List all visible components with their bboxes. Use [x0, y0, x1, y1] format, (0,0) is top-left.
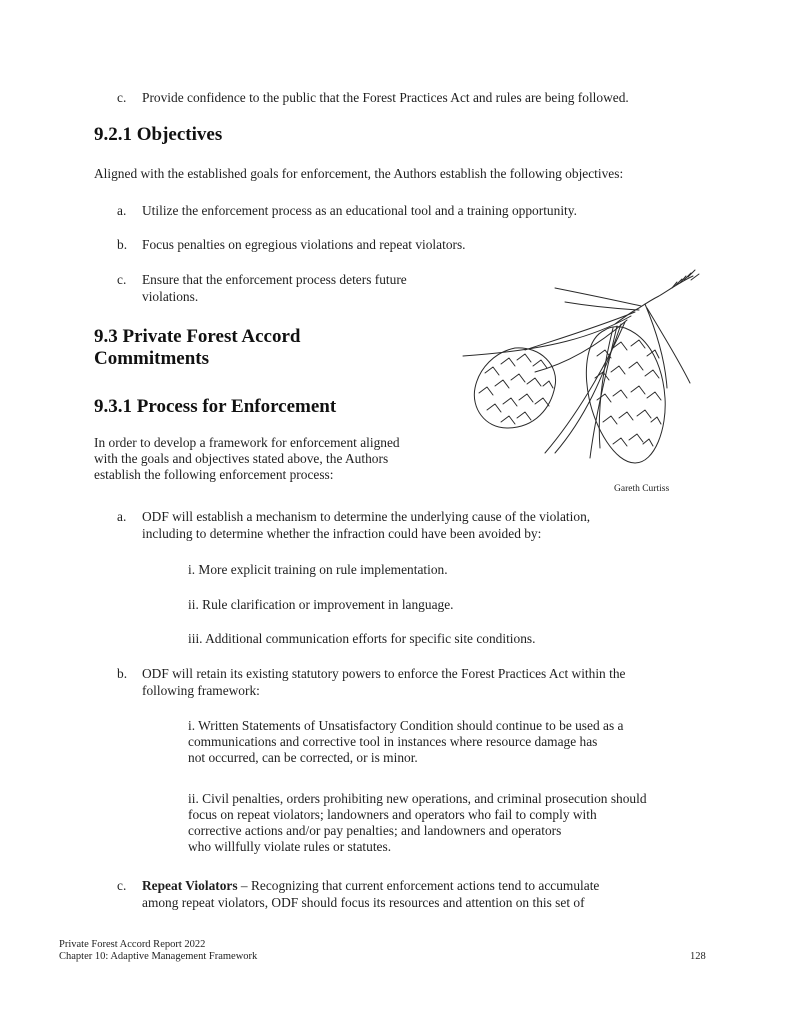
list-item-text: ODF will establish a mechanism to determine the underlying cause of the violation,	[142, 509, 591, 524]
list-marker: a.	[117, 509, 127, 524]
list-item-text: ODF will retain its existing statutory powers to enforce the Forest Practices Act within the	[142, 666, 626, 681]
list-item-text: Provide confidence to the public that the Forest Practices Act and rules are being followed.	[142, 90, 629, 105]
list-item-text-rest: – Recognizing that current enforcement actions tend to accumulate	[237, 878, 600, 893]
bold-lead: Repeat Violators	[142, 878, 238, 893]
list-marker: c.	[117, 272, 127, 287]
list-item-text: violations.	[142, 289, 199, 304]
list-marker: c.	[117, 878, 127, 893]
section-intro: In order to develop a framework for enforcement aligned	[94, 435, 400, 450]
sub-list-item: ii. Civil penalties, orders prohibiting new operations, and criminal prosecution should	[188, 791, 647, 806]
section-heading-9-3-1: 9.3.1 Process for Enforcement	[94, 396, 337, 417]
sub-list-item: communications and corrective tool in instances where resource damage has	[188, 734, 598, 749]
sub-list-item: corrective actions and/or pay penalties; and landowners and operators	[188, 823, 562, 838]
sub-list-item: ii. Rule clarification or improvement in language.	[188, 597, 454, 612]
sub-list-item: i. Written Statements of Unsatisfactory Condition should continue to be used as a	[188, 718, 624, 733]
section-heading-9-3: 9.3 Private Forest Accord	[94, 326, 301, 347]
section-intro: Aligned with the established goals for enforcement, the Authors establish the following objectives:	[94, 166, 624, 181]
list-item-text: following framework:	[142, 683, 260, 698]
sub-list-item: not occurred, can be corrected, or is minor.	[188, 750, 418, 765]
list-marker: b.	[117, 237, 128, 252]
section-heading-9-2-1: 9.2.1 Objectives	[94, 124, 223, 145]
list-item-text: Utilize the enforcement process as an educational tool and a training opportunity.	[142, 203, 577, 218]
sub-list-item: iii. Additional communication efforts for specific site conditions.	[188, 631, 536, 646]
footer-report-title: Private Forest Accord Report 2022	[59, 939, 206, 950]
list-item-text: Ensure that the enforcement process deters future	[142, 272, 407, 287]
section-intro: establish the following enforcement process:	[94, 467, 334, 482]
list-item-text: including to determine whether the infraction could have been avoided by:	[142, 526, 542, 541]
sub-list-item: i. More explicit training on rule implementation.	[188, 562, 448, 577]
footer-chapter: Chapter 10: Adaptive Management Framework	[59, 951, 258, 962]
page-number: 128	[690, 951, 706, 962]
list-item-text	[142, 878, 599, 894]
list-marker: b.	[117, 666, 128, 681]
illustration-credit: Gareth Curtiss	[614, 484, 670, 494]
section-intro: with the goals and objectives stated above, the Authors	[94, 451, 389, 466]
sub-list-item: who willfully violate rules or statutes.	[188, 839, 392, 854]
pine-cone-branch-drawing	[455, 268, 700, 473]
list-item-text: among repeat violators, ODF should focus its resources and attention on this set of	[142, 895, 585, 910]
section-heading-9-3-cont: Commitments	[94, 348, 210, 369]
list-marker: c.	[117, 90, 127, 105]
list-item-text: Focus penalties on egregious violations and repeat violators.	[142, 237, 466, 252]
sub-list-item: focus on repeat violators; landowners and operators who fail to comply with	[188, 807, 597, 822]
list-marker: a.	[117, 203, 127, 218]
